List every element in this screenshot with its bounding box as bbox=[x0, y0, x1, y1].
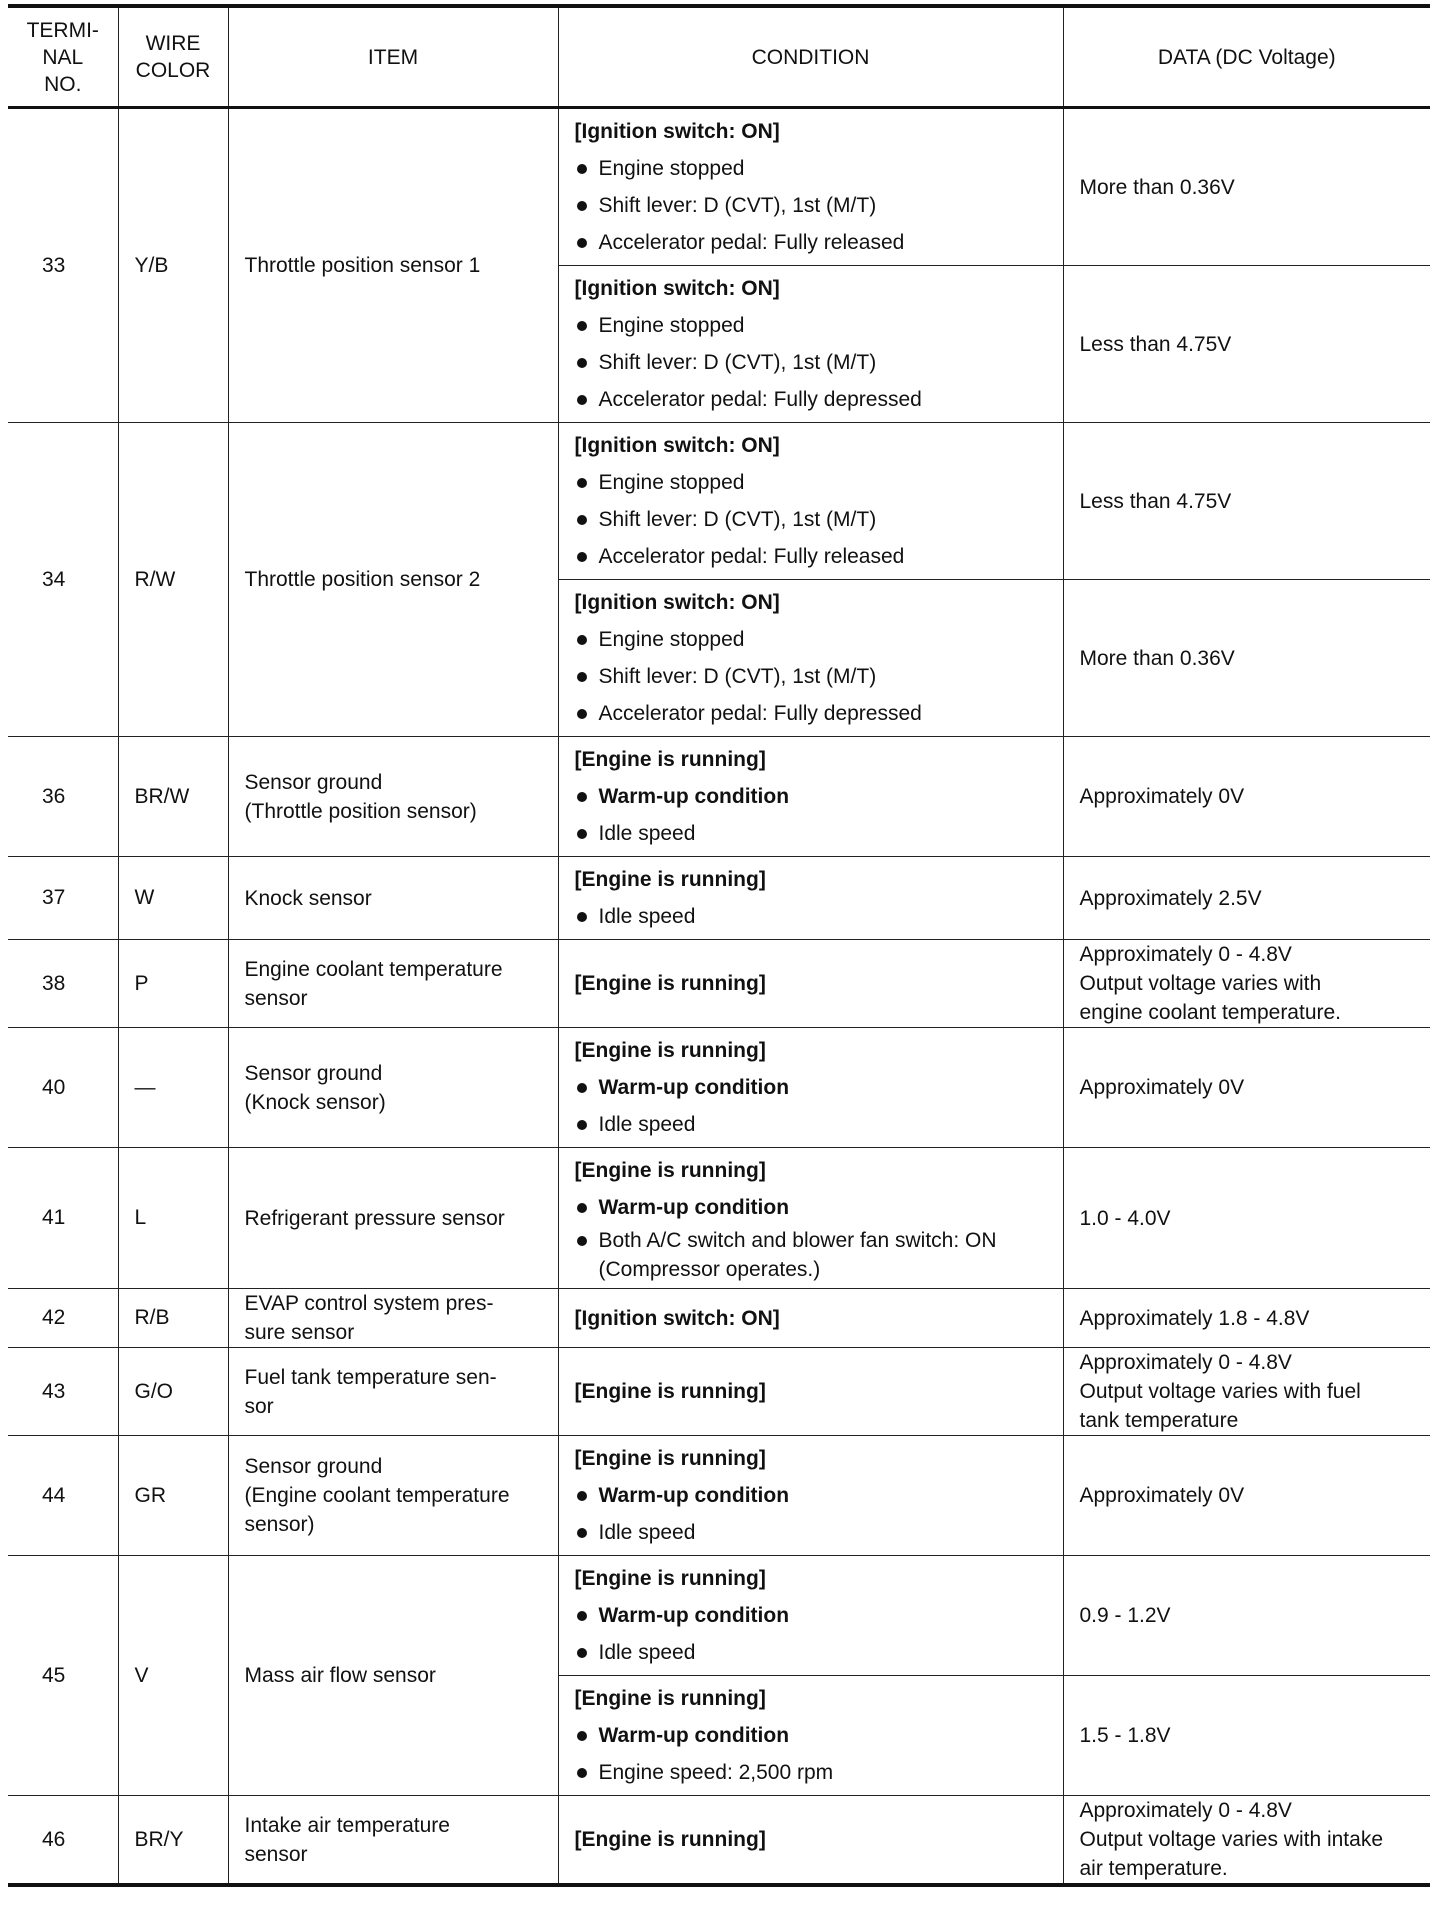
table-row bbox=[8, 737, 1430, 857]
wire-color: Y/B bbox=[118, 108, 228, 423]
voltage-data: 0.9 - 1.2V bbox=[1063, 1556, 1430, 1676]
condition-bullet bbox=[575, 538, 1063, 575]
terminal-number: 34 bbox=[8, 423, 118, 737]
table-row bbox=[8, 1028, 1430, 1148]
condition-bullet-text: Accelerator pedal: Fully released bbox=[598, 231, 905, 254]
condition-cell bbox=[558, 1148, 1063, 1289]
wire-color: GR bbox=[118, 1436, 228, 1556]
condition-bullet-text: Engine speed: 2,500 rpm bbox=[598, 1761, 834, 1784]
item-name: Sensor ground (Throttle position sensor) bbox=[228, 737, 558, 857]
condition-bullet bbox=[575, 1106, 1063, 1143]
wire-color: R/W bbox=[118, 423, 228, 737]
wire-color: L bbox=[118, 1148, 228, 1289]
voltage-data: 1.5 - 1.8V bbox=[1063, 1676, 1430, 1796]
table-row bbox=[8, 423, 1430, 580]
terminal-number: 40 bbox=[8, 1028, 118, 1148]
item-name: Sensor ground (Engine coolant temperature sensor) bbox=[228, 1436, 558, 1556]
wire-color: BR/W bbox=[118, 737, 228, 857]
condition-cell bbox=[558, 108, 1063, 266]
condition-bullet-text: Engine stopped bbox=[598, 314, 745, 337]
condition-bullet-subtext: (Compressor operates.) bbox=[598, 1258, 821, 1281]
item-name: Mass air flow sensor bbox=[228, 1556, 558, 1796]
table-row bbox=[8, 1556, 1430, 1676]
condition-bullet-text: Accelerator pedal: Fully depressed bbox=[598, 388, 922, 411]
voltage-data: Approximately 0 - 4.8V Output voltage varies with intake air temperature. bbox=[1063, 1796, 1430, 1886]
voltage-data: Approximately 0V bbox=[1063, 1028, 1430, 1148]
condition-bullet-text: Engine stopped bbox=[598, 628, 745, 651]
condition-bullet bbox=[575, 464, 1063, 501]
condition-bullet bbox=[575, 1226, 1063, 1284]
condition-bullet-text: Idle speed bbox=[598, 1113, 696, 1136]
condition-bullet-text: Idle speed bbox=[598, 822, 696, 845]
condition-title: [Ignition switch: ON] bbox=[574, 277, 780, 300]
condition-title: [Ignition switch: ON] bbox=[574, 120, 780, 143]
condition-bullet bbox=[575, 898, 1063, 935]
voltage-data: Approximately 1.8 - 4.8V bbox=[1063, 1289, 1430, 1348]
condition-cell bbox=[558, 580, 1063, 737]
condition-title: [Ignition switch: ON] bbox=[574, 434, 780, 457]
condition-bullet-text: Idle speed bbox=[598, 1641, 696, 1664]
table-header-row bbox=[8, 6, 1430, 108]
condition-title: [Engine is running] bbox=[574, 1447, 766, 1470]
voltage-data: Approximately 0 - 4.8V Output voltage varies with engine coolant temperature. bbox=[1063, 940, 1430, 1028]
item-name: Sensor ground (Knock sensor) bbox=[228, 1028, 558, 1148]
condition-bullet bbox=[575, 778, 1063, 815]
terminal-number: 46 bbox=[8, 1796, 118, 1886]
voltage-data: Approximately 0V bbox=[1063, 1436, 1430, 1556]
terminal-number: 45 bbox=[8, 1556, 118, 1796]
table-row bbox=[8, 1436, 1430, 1556]
wire-color: R/B bbox=[118, 1289, 228, 1348]
condition-bullet bbox=[575, 658, 1063, 695]
condition-title: [Ignition switch: ON] bbox=[574, 1306, 780, 1330]
wire-color: V bbox=[118, 1556, 228, 1796]
condition-bullet-text: Warm-up condition bbox=[598, 1076, 790, 1099]
condition-bullet bbox=[575, 381, 1063, 418]
voltage-data: Approximately 0 - 4.8V Output voltage varies with fuel tank temperature bbox=[1063, 1348, 1430, 1436]
table-row bbox=[8, 1796, 1430, 1886]
voltage-data: Less than 4.75V bbox=[1063, 423, 1430, 580]
condition-cell bbox=[558, 737, 1063, 857]
condition-title: [Engine is running] bbox=[574, 1828, 766, 1851]
condition-bullet-text: Warm-up condition bbox=[598, 1196, 790, 1219]
header-wire-color: WIRE COLOR bbox=[118, 6, 228, 108]
item-name: Throttle position sensor 2 bbox=[228, 423, 558, 737]
condition-bullet bbox=[575, 1754, 1063, 1791]
condition-title: [Ignition switch: ON] bbox=[574, 591, 780, 614]
condition-title: [Engine is running] bbox=[574, 972, 766, 995]
condition-cell bbox=[558, 266, 1063, 423]
condition-bullet bbox=[575, 621, 1063, 658]
condition-bullet-text: Engine stopped bbox=[598, 471, 745, 494]
condition-bullet-text: Shift lever: D (CVT), 1st (M/T) bbox=[598, 508, 877, 531]
table-row bbox=[8, 1348, 1430, 1436]
condition-bullet-text: Warm-up condition bbox=[598, 785, 790, 808]
condition-title: [Engine is running] bbox=[574, 748, 766, 771]
voltage-data: More than 0.36V bbox=[1063, 580, 1430, 737]
voltage-data: More than 0.36V bbox=[1063, 108, 1430, 266]
voltage-data: Approximately 0V bbox=[1063, 737, 1430, 857]
condition-bullet-text: Shift lever: D (CVT), 1st (M/T) bbox=[598, 665, 877, 688]
table-row bbox=[8, 1289, 1430, 1348]
table-body bbox=[8, 108, 1430, 1886]
condition-bullet bbox=[575, 1717, 1063, 1754]
voltage-data: 1.0 - 4.0V bbox=[1063, 1148, 1430, 1289]
condition-cell bbox=[558, 1348, 1063, 1436]
condition-bullet-text: Both A/C switch and blower fan switch: ON bbox=[598, 1229, 997, 1252]
condition-cell bbox=[558, 1556, 1063, 1676]
terminal-number: 33 bbox=[8, 108, 118, 423]
condition-cell bbox=[558, 1028, 1063, 1148]
terminal-number: 37 bbox=[8, 857, 118, 940]
item-name: Knock sensor bbox=[228, 857, 558, 940]
header-data: DATA (DC Voltage) bbox=[1063, 6, 1430, 108]
item-name: Refrigerant pressure sensor bbox=[228, 1148, 558, 1289]
condition-title: [Engine is running] bbox=[574, 868, 766, 891]
voltage-data: Approximately 2.5V bbox=[1063, 857, 1430, 940]
wire-color: — bbox=[118, 1028, 228, 1148]
header-condition: CONDITION bbox=[558, 6, 1063, 108]
condition-bullet bbox=[575, 344, 1063, 381]
item-name: Intake air temperature sensor bbox=[228, 1796, 558, 1886]
condition-bullet-text: Accelerator pedal: Fully depressed bbox=[598, 702, 922, 725]
condition-bullet-text: Accelerator pedal: Fully released bbox=[598, 545, 905, 568]
condition-bullet-text: Shift lever: D (CVT), 1st (M/T) bbox=[598, 351, 877, 374]
voltage-data: Less than 4.75V bbox=[1063, 266, 1430, 423]
condition-title: [Engine is running] bbox=[574, 1380, 766, 1403]
condition-title: [Engine is running] bbox=[574, 1687, 766, 1710]
condition-cell bbox=[558, 1436, 1063, 1556]
condition-cell bbox=[558, 1796, 1063, 1886]
wire-color: W bbox=[118, 857, 228, 940]
condition-bullet bbox=[575, 1069, 1063, 1106]
condition-bullet bbox=[575, 187, 1063, 224]
terminal-number: 36 bbox=[8, 737, 118, 857]
condition-title: [Engine is running] bbox=[574, 1567, 766, 1590]
condition-cell bbox=[558, 1676, 1063, 1796]
condition-bullet-text: Idle speed bbox=[598, 905, 696, 928]
wire-color: G/O bbox=[118, 1348, 228, 1436]
table-row bbox=[8, 857, 1430, 940]
condition-cell bbox=[558, 1289, 1063, 1348]
condition-bullet bbox=[575, 1634, 1063, 1671]
condition-bullet-text: Engine stopped bbox=[598, 157, 745, 180]
item-name: EVAP control system pres- sure sensor bbox=[228, 1289, 558, 1348]
terminal-number: 41 bbox=[8, 1148, 118, 1289]
condition-bullet-text: Warm-up condition bbox=[598, 1484, 790, 1507]
condition-bullet bbox=[575, 1597, 1063, 1634]
terminal-number: 44 bbox=[8, 1436, 118, 1556]
condition-bullet-text: Idle speed bbox=[598, 1521, 696, 1544]
condition-cell bbox=[558, 423, 1063, 580]
condition-bullet bbox=[575, 1514, 1063, 1551]
condition-bullet-text: Warm-up condition bbox=[598, 1604, 790, 1627]
wire-color: P bbox=[118, 940, 228, 1028]
condition-title: [Engine is running] bbox=[574, 1039, 766, 1062]
condition-bullet bbox=[575, 695, 1063, 732]
terminal-number: 42 bbox=[8, 1289, 118, 1348]
item-name: Fuel tank temperature sen- sor bbox=[228, 1348, 558, 1436]
condition-bullet bbox=[575, 224, 1063, 261]
terminal-number: 43 bbox=[8, 1348, 118, 1436]
item-name: Throttle position sensor 1 bbox=[228, 108, 558, 423]
item-name: Engine coolant temperature sensor bbox=[228, 940, 558, 1028]
condition-cell bbox=[558, 857, 1063, 940]
condition-cell bbox=[558, 940, 1063, 1028]
wire-color: BR/Y bbox=[118, 1796, 228, 1886]
table-row bbox=[8, 108, 1430, 266]
condition-bullet bbox=[575, 150, 1063, 187]
condition-bullet bbox=[575, 815, 1063, 852]
table-row bbox=[8, 1148, 1430, 1289]
header-terminal-no: TERMI- NAL NO. bbox=[8, 6, 118, 108]
terminal-data-table-container bbox=[8, 4, 1430, 1887]
condition-bullet bbox=[575, 1477, 1063, 1514]
terminal-data-table bbox=[8, 4, 1430, 1887]
condition-bullet bbox=[575, 1189, 1063, 1226]
condition-bullet bbox=[575, 501, 1063, 538]
condition-bullet-text: Shift lever: D (CVT), 1st (M/T) bbox=[598, 194, 877, 217]
header-item: ITEM bbox=[228, 6, 558, 108]
terminal-number: 38 bbox=[8, 940, 118, 1028]
condition-title: [Engine is running] bbox=[574, 1159, 766, 1182]
table-row bbox=[8, 940, 1430, 1028]
condition-bullet-text: Warm-up condition bbox=[598, 1724, 790, 1747]
condition-bullet bbox=[575, 307, 1063, 344]
